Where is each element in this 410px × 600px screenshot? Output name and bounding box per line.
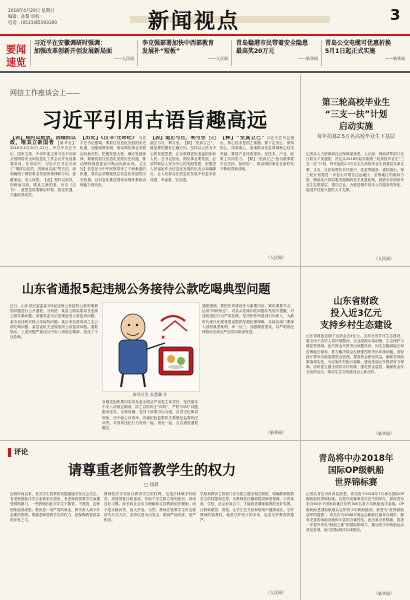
headline-line: 启动实施 <box>338 122 373 132</box>
page-number: 3 <box>390 6 401 24</box>
headline-line: 山东省财政 <box>333 297 379 307</box>
source-tag: （人民网） <box>266 255 286 260</box>
article-kicker: 网信工作座谈会上—— <box>10 89 80 97</box>
article-column: 通报强调，要把作风建设作为重要内容，紧盯重要节点，运用“四种形态”，对苗头性倾向性问题早发现早提醒，对违规违纪行为严肃处理，坚决把作风建设引向深入，为新时代现代化强省建设提供坚强纪律保障。各地各部门要深入剖析典型案例，举一反三，加强制度建设，以严明的纪律推动全面从严治党向纵深发展。 <box>202 304 294 335</box>
commentary-label-bar <box>8 448 11 457</box>
article-headline: 请尊重老师管教学生的权力 <box>68 463 236 479</box>
headline-line: 青岛将中办2018年 <box>318 454 394 464</box>
briefs-label-1: 要闻 <box>6 45 26 56</box>
briefs-strip <box>0 38 410 70</box>
source-tag: （人民网） <box>374 256 394 261</box>
article-column: 【释】“至真立己” 习近平总书记指出，核心技术是国之重器。要下定决心、保持恒心、找准重心，加速推动信息领域核心技术突破。要抓产业体系建设，在技术、产业、政策上共同发力。【释】“至真立己”意为做事要专注坚持，始终如一，推动网信事业在新时代不断取得新成就。 <box>220 136 294 172</box>
article-column: 【表】道正与旦，利与至 【表】道正与旦，利与至。【释】“至真立己”，就是要把握好正确方向，坚持以人民为中心的发展思想，让互联网更好造福国家和人民。总书记指出，网信事业要发展，必须贯彻以人民为中心的发展思想，把增进人民福祉作为信息化发展的出发点和落脚点，让人民群众在信息化发展中有更多获得感、幸福感、安全感。 <box>150 136 216 182</box>
right-top-article <box>304 74 406 264</box>
brief-item[interactable]: 习近平在安徽调研时强调： 加强改革创新开创发展新局面 ——人民网 <box>34 40 134 61</box>
briefs-label-2: 速览 <box>6 58 26 69</box>
article-body: 记者从青岛市体育局获悉，青岛将于2018年7月承办国际OP级帆船世界锦标赛。这是该项赛事首次在中国举办，届时将有来自60多个国家和地区的约300名青少年帆船选手参赛。OP级帆船是国际帆联认定的青少年帆船级别，被誉为“世界帆船冠军的摇篮”。青岛作为2008年奥运会帆船比赛举办城市，拥有完善的场地设施和丰富的办赛经验。此次承办世锦赛，将进一步提升青岛“帆船之都”的国际影响力，推动青少年帆船运动普及发展，助力国际海洋名城建设。 <box>306 492 404 533</box>
commentary-article <box>0 442 298 600</box>
image-caption: 新华社发 朱慧卿 作 <box>132 392 168 397</box>
right-mid-article <box>304 268 406 440</box>
article-column: 教师依法享有批评教育学生的权利，这是法律赋予的职责。适度的批评和惩戒，有助于学生树立规则意识，养成良好习惯。家长和社会应当理解和支持教师依法履职，而不是动辄问责、放大矛盾。当然，教师在管教学生时也要讲究方式方法，坚持以爱为出发点，做到严而有度、宽严相济。 <box>104 492 196 523</box>
source-tag: （新华网） <box>266 430 286 435</box>
svg-text:✖: ✖ <box>161 335 166 341</box>
source-tag: （人民网） <box>266 590 286 595</box>
headline-line: 第三轮高校毕业生 <box>321 98 390 108</box>
article-headline: 山东省通报5起违规公务接待公款吃喝典型问题 <box>22 282 271 296</box>
cartoon-illustration <box>102 302 200 392</box>
article-body: 记者从人力资源和社会保障部获悉，人社部、财政部等部门近日联合下发通知，决定从2018年起实施第三轮高校毕业生“三支一扶”计划，每年选派2.5万名左右高校毕业生到基层从事支教、支农、支医和帮扶乡村振兴、扶贫等服务。通知指出，第三轮计划将进一步加大对艰苦边远地区、贫困地区的倾斜力度，继续实行基层服务期满的有关优惠政策，鼓励引导高校毕业生扎根基层、建功立业，为推进城乡基本公共服务均等化、促进乡村振兴提供人才支撑。 <box>306 152 404 193</box>
headline-line: 投入近3亿元 <box>330 309 382 319</box>
headline-line: “三支一扶”计划 <box>324 110 388 120</box>
middle-article <box>0 268 298 440</box>
source-tag: （新华网） <box>374 591 394 596</box>
article-column: 【表】观时以致效，因缘而以政，唯其立新国者 【新华社】2018年4月20日-21日，中共中央总书记、国家主席、中央军委主席习近平出席全国网络安全和信息化工作会议并发表重要讲话。在讲话中，习近平总书记引用了“观时以致效，因缘而以政”等古语，深刻阐明了网信事业发展的规律和方向，意蕴深远，发人深思。【表】观时以致效，因缘而以政，唯其立新国者。出自《汉书》，意思是说要顺应时势，抓住机遇，才能取得成效。 <box>10 136 76 198</box>
commentary-label: 评论 <box>14 448 28 456</box>
right-bottom-article <box>304 442 406 600</box>
article-column: 近日，山东省纪委监委对5起违规公务接待公款吃喝典型问题进行公开通报。分别是：某县公路局原局长违规公款吃喝问题；某镇党委书记违规接受公款宴请问题；某市局违规安排公务接待问题；某区单位借培训之名公款吃喝问题；某县直机关违规组织公款宴请问题。通报指出，上述问题严重违反中央八项规定精神，造成了不良影响。 <box>10 304 98 340</box>
subline: 每年招募2.5万名高校毕业生下基层 <box>317 134 395 140</box>
top-article <box>0 74 298 264</box>
section-title: 新闻视点 <box>148 9 240 33</box>
source-tag: （新华网） <box>374 431 394 436</box>
article-column: 【出处】《汉书·元帝纪》 习近平总书记强调，要抓住信息化发展的历史机遇，加强统筹协调，推动网信事业发展迈向新台阶。把握发展大势，顺应发展规律，要敏锐抓住信息化发展历史机遇，推动网络强国建设不断迈出新步伐。【出处】信息化为中华民族带来了千载难逢的机遇，我们必须敏锐抓住信息化发展的历史机遇，以信息化推进国家治理体系和治理能力现代化。 <box>80 136 146 187</box>
masthead <box>0 0 410 34</box>
article-column: 学校和教育主管部门应当建立健全相关制度，明确教师管教学生的权限和边界，为教师依法履职提供制度保障。只有家庭、学校、社会形成合力，才能营造尊师重教的良好氛围，让教师敢管、善管，让学生在关爱和规则中健康成长。守护教师的管教权，就是守护孩子的未来，也是守护教育的尊严。 <box>200 492 294 523</box>
editor-line: 编辑：孙黎 审校： <box>8 15 44 20</box>
date-line: 2018年4月29日 星期日 <box>8 9 55 14</box>
phone-line: 电话：(0531)85193300 <box>8 21 58 26</box>
article-body: 山东省财政近期下达资金近3亿元，支持全省乡村生态建设，重点用于农村人居环境整治、农业面源污染治理、生态保护与修复等领域。此次资金安排突出问题导向，向生态脆弱地区和贫困地区倾斜，着力解决群众反映强烈的突出环境问题。省财政厅要求各地加强资金管理，提高资金使用效益，确保各项政策落到实处，为实施乡村振兴战略、建设美丽山东提供有力保障。同时建立健全绩效评价机制，强化资金监管，确保资金安全高效运行，推动生态文明建设迈上新台阶。 <box>306 334 404 375</box>
headline-line: 国际OP级帆船 <box>328 466 384 476</box>
headline-line: 支持乡村生态建设 <box>319 321 392 331</box>
byline: □ 徐晨 <box>144 483 159 488</box>
article-column: 各级党组织要切实担负起全面从严治党主体责任，坚决落实中央八项规定精神，持之以恒纠正“四风”，严防“四风”问题隐形变异、反弹回潮。党员干部要引以为戒，自觉守纪律讲规矩，决不能心存侥幸。各级纪检监察机关要强化监督执纪问责，对顶风违纪行为发现一起、查处一起，点名道姓通报曝光。 <box>102 400 198 431</box>
masthead-rule <box>0 34 410 36</box>
brief-item[interactable]: 青岛公交电缆可优惠折换 5月1日起正式实施 ——新华网 <box>325 40 405 61</box>
brief-item[interactable]: 李克强部署加快中西部教育 发展补“短板” ——人民网 <box>142 40 228 61</box>
headline-line: 世界锦标赛 <box>334 478 378 488</box>
article-column: 近段时间以来，有关学生管教的话题屡屡引发社会关注。有老师因批评学生而被家长投诉，有老师因管教学生而遭受网络暴力，一些教师因此对学生不敢管、不愿管，这种现象值得深思。教育是一项严肃的事业，教书育人离不开必要的管教。尊重老师管教学生的权力，是保障教育质量的应有之义。 <box>10 492 100 523</box>
brief-item[interactable]: 青岛稳港市民带着安全隐患 最高奖20万元 ——新华网 <box>236 40 318 61</box>
article-headline: 习近平引用古语旨趣高远 <box>42 108 268 132</box>
